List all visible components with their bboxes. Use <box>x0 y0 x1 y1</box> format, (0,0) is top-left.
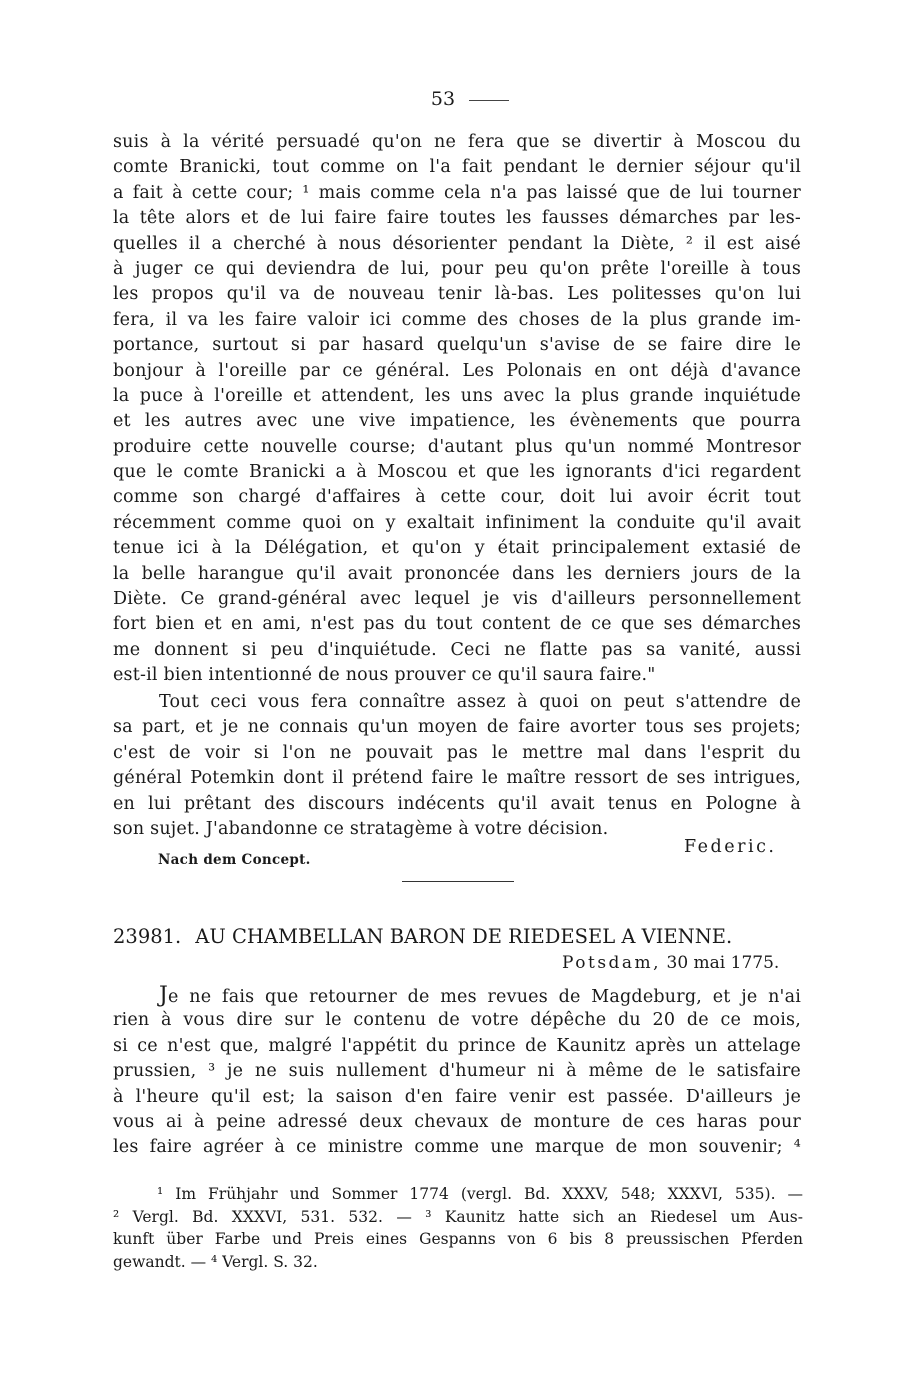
letter-continuation-text <box>113 130 801 689</box>
text-line: fera, il va les faire valoir ici comme des choses de la plus grande im- <box>113 309 801 330</box>
letter-title: AU CHAMBELLAN BARON DE RIEDESEL A VIENNE. <box>195 925 733 948</box>
text-line: portance, surtout si par hasard quelqu'un s'avise de se faire dire le <box>113 335 801 356</box>
header-rule <box>469 100 509 101</box>
section-divider <box>402 881 514 882</box>
text-line: c'est de voir si l'on ne pouvait pas le mettre mal dans l'esprit du <box>113 742 801 763</box>
page-header <box>0 88 900 110</box>
text-line: me donnent si peu d'inquiétude. Ceci ne flatte pas sa vanité, aussi <box>113 639 801 660</box>
text-line: fort bien et en ami, n'est pas du tout content de ce que ses démarches <box>113 614 801 635</box>
page-number: 53 <box>430 88 456 110</box>
text-line: la belle harangue qu'il avait prononcée dans les derniers jours de la <box>113 563 801 584</box>
text-line <box>113 983 801 1008</box>
text-line: rien à vous dire sur le contenu de votre dépêche du 20 de ce mois, <box>113 1010 801 1031</box>
text-line: la tête alors et de lui faire faire toutes les fausses démarches par les- <box>113 208 801 229</box>
drop-cap: J <box>159 983 169 1008</box>
text-line-rest: e ne fais que retourner de mes revues de Magdeburg, et je n'ai <box>168 987 801 1007</box>
text-line: bonjour à l'oreille par ce général. Les Polonais en ont déjà d'avance <box>113 360 801 381</box>
text-line: vous ai à peine adressé deux chevaux de monture de ces haras pour <box>113 1111 801 1132</box>
text-line: quelles il a cherché à nous désorienter pendant la Diète, ² il est aisé <box>113 233 801 254</box>
text-line: et les autres avec une vive impatience, les évènements que pourra <box>113 411 801 432</box>
text-line: à l'heure qu'il est; la saison d'en faire venir est passée. D'ailleurs je <box>113 1086 801 1107</box>
text-line: si ce n'est que, malgré l'appétit du prince de Kaunitz après un attelage <box>113 1035 801 1056</box>
footnote-line: gewandt. — ⁴ Vergl. S. 32. <box>113 1252 318 1271</box>
text-line: prussien, ³ je ne suis nullement d'humeur ni à même de le satisfaire <box>113 1061 801 1082</box>
text-line: comte Branicki, tout comme on l'a fait pendant le dernier séjour qu'il <box>113 157 801 178</box>
text-line: produire cette nouvelle course; d'autant plus qu'un nommé Montresor <box>113 436 801 457</box>
dateline-date: 30 mai 1775. <box>666 953 780 973</box>
text-line: son sujet. J'abandonne ce stratagème à votre décision. <box>113 818 609 839</box>
text-line: tenue ici à la Délégation, et qu'on y était principalement extasié de <box>113 538 801 559</box>
letter-number: 23981. <box>113 925 182 948</box>
signature: Federic. <box>684 837 777 857</box>
text-line: les propos qu'il va de nouveau tenir là-bas. Les politesses qu'on lui <box>113 284 801 305</box>
text-line: Diète. Ce grand-général avec lequel je vis d'ailleurs personnellement <box>113 589 801 610</box>
source-note: Nach dem Concept. <box>158 852 311 868</box>
text-line: les faire agréer à ce ministre comme une marque de mon souvenir; ⁴ <box>113 1137 801 1158</box>
footnote-line: kunft über Farbe und Preis eines Gespanns von 6 bis 8 preussischen Pferden <box>113 1230 803 1248</box>
text-line: à juger ce qui deviendra de lui, pour peu qu'on prête l'oreille à tous <box>113 258 801 279</box>
footnote-line: ¹ Im Frühjahr und Sommer 1774 (vergl. Bd. XXXV, 548; XXXVI, 535). — <box>157 1185 803 1203</box>
dateline <box>562 953 779 973</box>
text-line: en lui prêtant des discours indécents qu'il avait tenus en Pologne à <box>113 793 801 814</box>
footnote-line: ² Vergl. Bd. XXXVI, 531. 532. — ³ Kaunitz hatte sich an Riedesel um Aus- <box>113 1207 803 1226</box>
dateline-place: Potsdam, <box>562 953 662 973</box>
text-line: que le comte Branicki a à Moscou et que les ignorants d'ici regardent <box>113 462 801 483</box>
text-line: a fait à cette cour; ¹ mais comme cela n'a pas laissé que de lui tourner <box>113 182 801 203</box>
text-line: la puce à l'oreille et attendent, les uns avec la plus grande inquiétude <box>113 385 801 406</box>
text-line: général Potemkin dont il prétend faire le maître ressort de ses intrigues, <box>113 768 801 789</box>
letter-heading <box>113 925 801 948</box>
text-line: suis à la vérité persuadé qu'on ne fera que se divertir à Moscou du <box>113 132 801 152</box>
text-line: Tout ceci vous fera connaître assez à quoi on peut s'attendre de <box>159 692 801 712</box>
footnotes <box>113 1183 803 1273</box>
text-line: sa part, et je ne connais qu'un moyen de faire avorter tous ses projets; <box>113 717 801 738</box>
text-line: récemment comme quoi on y exaltait infiniment la conduite qu'il avait <box>113 512 801 533</box>
letter-body-text <box>113 983 801 1161</box>
text-line: est-il bien intentionné de nous prouver ce qu'il saura faire." <box>113 665 656 686</box>
letter-closing-paragraph <box>113 690 801 842</box>
text-line: comme son chargé d'affaires à cette cour, doit lui avoir écrit tout <box>113 487 801 508</box>
